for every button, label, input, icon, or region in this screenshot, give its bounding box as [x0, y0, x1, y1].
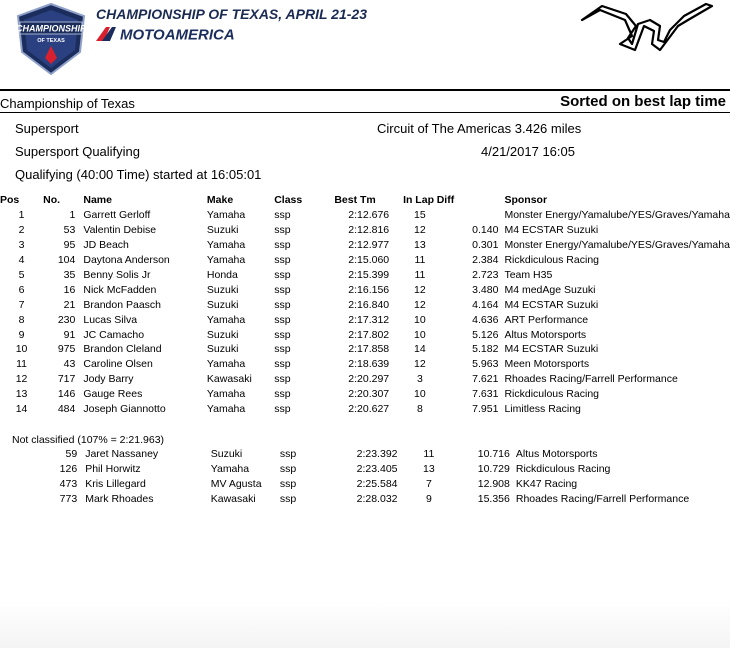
- cell-class: ssp: [274, 388, 291, 401]
- cell-no: 473: [59, 478, 78, 491]
- cell-no: 484: [57, 403, 76, 416]
- cell-diff: 5.126: [472, 328, 499, 341]
- table-row: [0, 238, 730, 253]
- cell-no: 126: [59, 463, 78, 476]
- cell-diff: 7.621: [472, 373, 499, 386]
- not-classified-table: [0, 447, 730, 507]
- motoamerica-logo: [96, 24, 286, 44]
- cell-best: 2:25.584: [356, 478, 398, 491]
- cell-best: 2:20.297: [348, 373, 390, 386]
- circuit-name: Circuit of The Americas 3.426 miles: [377, 121, 582, 136]
- cell-lap: 3: [416, 373, 423, 386]
- cell-lap: 7: [425, 478, 432, 491]
- sort-note: Sorted on best lap time: [560, 93, 726, 110]
- cell-name: Phil Horwitz: [85, 463, 141, 476]
- table-row: [0, 342, 730, 357]
- cell-sponsor: Altus Motorsports: [504, 328, 587, 341]
- cell-class: ssp: [274, 373, 291, 386]
- cell-pos: 13: [15, 388, 28, 401]
- cell-best: 2:17.858: [348, 343, 390, 356]
- cell-make: MV Agusta: [210, 478, 262, 491]
- cell-pos: 7: [18, 298, 25, 311]
- cell-name: Brandon Paasch: [83, 298, 161, 311]
- cell-diff: 2.384: [472, 254, 499, 267]
- championship-of-texas-logo: [14, 2, 88, 76]
- cell-name: Jody Barry: [83, 373, 134, 386]
- cell-class: ssp: [274, 239, 291, 252]
- not-classified-body: [0, 447, 730, 507]
- cell-best: 2:17.802: [348, 328, 390, 341]
- badge-line2: OF TEXAS: [37, 38, 65, 44]
- cell-sponsor: Monster Energy/Yamalube/YES/Graves/Yamaha: [504, 209, 730, 222]
- cell-class: ssp: [274, 269, 291, 281]
- header-rule-top: [0, 89, 730, 91]
- cell-diff: 5.963: [472, 358, 499, 371]
- cell-best: 2:12.676: [348, 209, 390, 222]
- badge-line1: CHAMPIONSHIP: [15, 23, 87, 34]
- cell-make: Yamaha: [206, 209, 246, 222]
- cell-lap: 10: [414, 313, 426, 326]
- cell-name: Garrett Gerloff: [83, 209, 151, 222]
- cell-name: Lucas Silva: [83, 313, 138, 326]
- cell-pos: [0, 477, 44, 492]
- cell-make: Yamaha: [206, 388, 246, 401]
- col-make: Make: [206, 194, 234, 206]
- col-no: No.: [43, 194, 61, 206]
- cell-lap: 11: [414, 269, 426, 281]
- cell-sponsor: Rickdiculous Racing: [504, 254, 599, 267]
- table-row: [0, 312, 730, 327]
- cell-sponsor: Rickdiculous Racing: [515, 463, 611, 476]
- cell-class: ssp: [274, 328, 291, 341]
- cell-best: 2:23.392: [356, 448, 398, 461]
- cell-pos: 9: [18, 328, 25, 341]
- cell-name: Valentin Debise: [83, 224, 157, 237]
- cell-name: Nick McFadden: [83, 283, 157, 296]
- cell-class: ssp: [274, 313, 291, 326]
- cell-make: Suzuki: [206, 298, 239, 311]
- cell-diff: 0.301: [472, 239, 499, 252]
- cell-sponsor: ART Performance: [504, 313, 589, 326]
- session-name: Supersport Qualifying: [15, 144, 141, 159]
- cell-make: Suzuki: [206, 283, 239, 296]
- cell-sponsor: Rhoades Racing/Farrell Performance: [515, 493, 690, 506]
- cell-best: 2:23.405: [356, 463, 398, 476]
- cell-diff: 7.631: [472, 388, 499, 401]
- cell-pos: 10: [15, 343, 28, 356]
- cell-make: Suzuki: [206, 328, 239, 341]
- event-header: [96, 6, 367, 22]
- cell-lap: 10: [414, 388, 426, 401]
- cell-pos: 1: [18, 209, 25, 222]
- cell-no: 717: [57, 373, 76, 386]
- results-header-row: [0, 192, 730, 208]
- cell-best: 2:16.840: [348, 298, 390, 311]
- cell-sponsor: M4 ECSTAR Suzuki: [504, 298, 599, 311]
- cell-best: 2:18.639: [348, 358, 390, 371]
- header-rule-bottom: [0, 112, 730, 113]
- cell-no: 91: [63, 328, 76, 341]
- cell-lap: 14: [414, 343, 426, 356]
- col-name: Name: [83, 194, 112, 206]
- cell-name: JD Beach: [83, 239, 129, 252]
- cell-make: Kawasaki: [210, 493, 256, 506]
- cell-name: Gauge Rees: [83, 388, 143, 401]
- col-diff: Diff: [436, 194, 455, 206]
- cell-lap: 13: [423, 463, 435, 476]
- cell-name: Caroline Olsen: [83, 358, 153, 371]
- table-row: [0, 447, 730, 462]
- cell-diff: 0.140: [472, 224, 499, 237]
- cell-best: 2:17.312: [348, 313, 390, 326]
- results-table: [0, 192, 730, 416]
- cell-class: ssp: [279, 463, 297, 476]
- cell-class: ssp: [274, 298, 291, 311]
- cell-class: ssp: [279, 478, 297, 491]
- cell-diff: 2.723: [472, 269, 499, 281]
- cell-pos: 6: [18, 283, 25, 296]
- class-name: Supersport: [15, 121, 79, 136]
- cell-diff: [437, 208, 505, 223]
- col-sponsor: Sponsor: [504, 194, 548, 206]
- cell-lap: 11: [414, 254, 426, 267]
- cell-diff: 4.164: [472, 298, 499, 311]
- table-row: [0, 208, 730, 223]
- cell-class: ssp: [274, 358, 291, 371]
- table-row: [0, 223, 730, 238]
- cell-best: 2:16.156: [348, 283, 390, 296]
- cell-class: ssp: [274, 224, 291, 237]
- cell-make: Yamaha: [206, 313, 246, 326]
- col-lap: In Lap: [403, 194, 434, 206]
- cell-pos: 3: [18, 239, 25, 252]
- cell-lap: 12: [414, 224, 426, 237]
- championship-name: Championship of Texas: [0, 96, 135, 111]
- cell-best: 2:20.307: [348, 388, 390, 401]
- cell-make: Yamaha: [206, 403, 246, 416]
- cell-pos: 14: [15, 403, 28, 416]
- cell-name: JC Camacho: [83, 328, 145, 341]
- not-classified-label: Not classified (107% = 2:21.963): [12, 434, 165, 446]
- cell-name: Jaret Nassaney: [85, 448, 159, 461]
- cell-best: 2:15.399: [348, 269, 390, 281]
- table-row: [0, 477, 730, 492]
- cell-best: 2:12.816: [348, 224, 390, 237]
- cell-name: Benny Solis Jr: [83, 269, 151, 281]
- cell-make: Suzuki: [206, 343, 239, 356]
- cell-best: 2:20.627: [348, 403, 390, 416]
- table-row: [0, 297, 730, 312]
- cell-sponsor: M4 ECSTAR Suzuki: [504, 343, 599, 356]
- cell-lap: 11: [423, 448, 435, 461]
- cell-no: 59: [65, 448, 78, 461]
- page-bottom: [0, 600, 730, 648]
- table-row: [0, 462, 730, 477]
- cell-no: 975: [57, 343, 76, 356]
- cell-pos: [0, 462, 44, 477]
- cell-sponsor: Meen Motorsports: [504, 358, 590, 371]
- cell-sponsor: Rhoades Racing/Farrell Performance: [504, 373, 678, 386]
- table-row: [0, 387, 730, 402]
- table-row: [0, 402, 730, 417]
- cell-diff: 15.356: [477, 493, 510, 506]
- cell-make: Suzuki: [210, 448, 243, 461]
- cell-no: 230: [57, 313, 76, 326]
- cell-best: 2:12.977: [348, 239, 390, 252]
- cell-class: ssp: [279, 448, 297, 461]
- cell-name: Brandon Cleland: [83, 343, 162, 356]
- cell-make: Honda: [206, 269, 238, 281]
- cell-name: Mark Rhoades: [85, 493, 154, 506]
- cell-make: Kawasaki: [206, 373, 252, 386]
- col-best: Best Tm: [334, 194, 376, 206]
- cell-sponsor: Team H35: [504, 269, 553, 281]
- cell-no: 35: [63, 269, 76, 281]
- cell-sponsor: Limitless Racing: [504, 403, 581, 416]
- cell-pos: 4: [18, 254, 25, 267]
- cell-sponsor: Monster Energy/Yamalube/YES/Graves/Yamaha: [504, 239, 730, 252]
- cell-name: Joseph Giannotto: [83, 403, 166, 416]
- cell-pos: 12: [15, 373, 28, 386]
- cell-no: 95: [63, 239, 76, 252]
- cell-no: 16: [63, 283, 76, 296]
- table-row: [0, 357, 730, 372]
- table-row: [0, 327, 730, 342]
- cell-lap: 12: [414, 298, 426, 311]
- cell-diff: 10.729: [477, 463, 510, 476]
- cell-pos: 8: [18, 313, 25, 326]
- table-row: [0, 253, 730, 268]
- cell-lap: 8: [416, 403, 423, 416]
- track-map-icon: [580, 0, 720, 75]
- cell-diff: 7.951: [472, 403, 499, 416]
- cell-lap: 12: [414, 283, 426, 296]
- cell-best: 2:15.060: [348, 254, 390, 267]
- cell-sponsor: Altus Motorsports: [515, 448, 598, 461]
- cell-make: Yamaha: [210, 463, 250, 476]
- cell-make: Yamaha: [206, 239, 246, 252]
- cell-no: 53: [63, 224, 76, 237]
- table-row: [0, 372, 730, 387]
- cell-sponsor: M4 ECSTAR Suzuki: [504, 224, 599, 237]
- col-class: Class: [274, 194, 303, 206]
- cell-sponsor: KK47 Racing: [515, 478, 578, 491]
- cell-diff: 3.480: [472, 283, 499, 296]
- cell-class: ssp: [274, 254, 291, 267]
- cell-no: 146: [57, 388, 76, 401]
- cell-sponsor: Rickdiculous Racing: [504, 388, 599, 401]
- cell-no: 21: [63, 298, 76, 311]
- cell-lap: 10: [414, 328, 426, 341]
- session-date: 4/21/2017 16:05: [481, 144, 575, 159]
- cell-make: Suzuki: [206, 224, 239, 237]
- cell-name: Kris Lillegard: [85, 478, 146, 491]
- cell-diff: 4.636: [472, 313, 499, 326]
- cell-pos: [0, 447, 44, 462]
- cell-pos: 5: [18, 269, 25, 281]
- cell-no: 43: [63, 358, 76, 371]
- cell-diff: 5.182: [472, 343, 499, 356]
- cell-class: ssp: [274, 343, 291, 356]
- cell-class: ssp: [279, 493, 297, 506]
- results-body: [0, 208, 730, 416]
- cell-make: Yamaha: [206, 358, 246, 371]
- cell-pos: 2: [18, 224, 25, 237]
- table-row: [0, 282, 730, 297]
- cell-make: Yamaha: [206, 254, 246, 267]
- event-title: CHAMPIONSHIP OF TEXAS, APRIL 21-23: [96, 6, 367, 22]
- cell-no: 1: [69, 209, 76, 222]
- cell-best: 2:28.032: [356, 493, 398, 506]
- cell-pos: [0, 492, 44, 507]
- table-row: [0, 492, 730, 507]
- cell-sponsor: M4 medAge Suzuki: [504, 283, 596, 296]
- cell-diff: 10.716: [477, 448, 510, 461]
- cell-lap: 12: [414, 358, 426, 371]
- cell-lap: 15: [414, 209, 426, 222]
- session-detail: Qualifying (40:00 Time) started at 16:05:01: [15, 167, 262, 182]
- cell-no: 773: [59, 493, 78, 506]
- cell-no: 104: [57, 254, 76, 267]
- cell-class: ssp: [274, 403, 291, 416]
- col-pos: Pos: [0, 194, 20, 206]
- brand-name: MOTOAMERICA: [120, 26, 235, 44]
- cell-diff: 12.908: [477, 478, 510, 491]
- cell-lap: 9: [425, 493, 432, 506]
- cell-class: ssp: [274, 209, 291, 222]
- cell-pos: 11: [16, 358, 28, 371]
- cell-name: Daytona Anderson: [83, 254, 170, 267]
- cell-lap: 13: [414, 239, 426, 252]
- cell-class: ssp: [274, 283, 291, 296]
- table-row: [0, 268, 730, 283]
